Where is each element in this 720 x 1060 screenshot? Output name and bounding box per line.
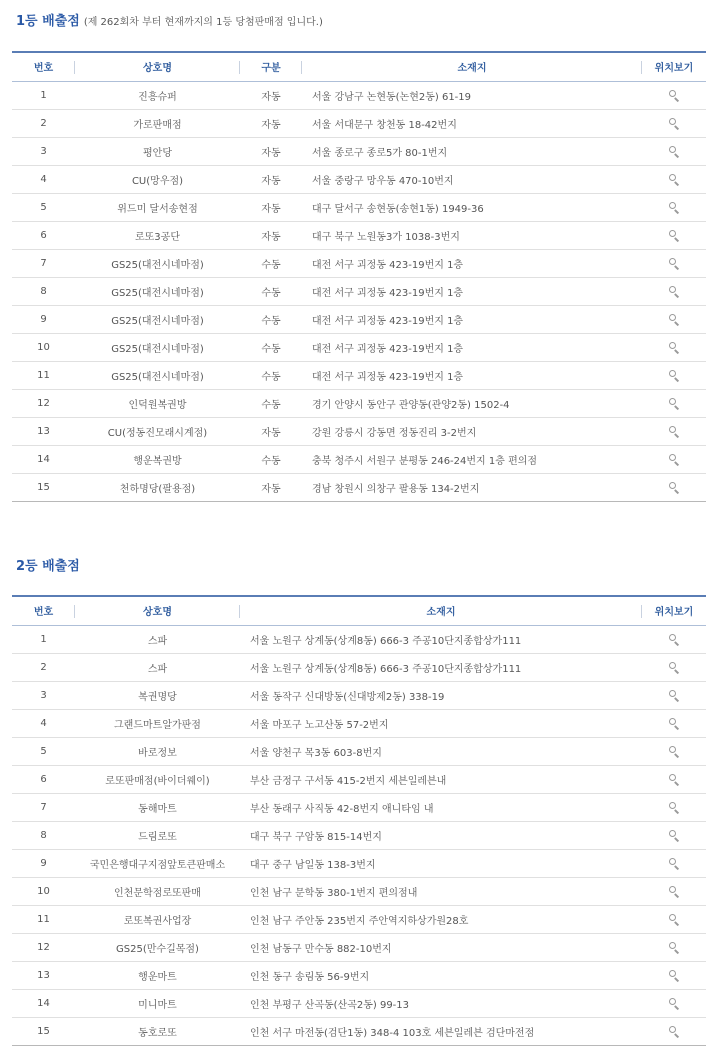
view-location-cell	[642, 905, 706, 933]
magnifier-icon[interactable]	[668, 369, 681, 382]
magnifier-icon[interactable]	[668, 397, 681, 410]
table-row	[12, 165, 706, 193]
magnifier-icon[interactable]	[668, 745, 681, 758]
table-row	[12, 961, 706, 989]
selection-type: 수동	[240, 445, 302, 473]
selection-type: 수동	[240, 333, 302, 361]
selection-type: 자동	[240, 417, 302, 445]
row-number: 14	[12, 989, 75, 1017]
table-row	[12, 361, 706, 389]
table-row	[12, 849, 706, 877]
row-number: 12	[12, 933, 75, 961]
store-address: 서울 강남구 논현동(논현2동) 61-19	[302, 81, 642, 109]
table-row	[12, 821, 706, 849]
store-name: 행운복권방	[75, 445, 240, 473]
row-number: 3	[12, 137, 75, 165]
col-header-address: 소재지	[240, 596, 642, 625]
row-number: 3	[12, 681, 75, 709]
row-number: 4	[12, 709, 75, 737]
magnifier-icon[interactable]	[668, 145, 681, 158]
store-address: 강원 강릉시 강동면 정동진리 3-2번지	[302, 417, 642, 445]
store-name: 로또판매점(바이더웨이)	[75, 765, 240, 793]
selection-type: 수동	[240, 277, 302, 305]
second-prize-section-title	[16, 555, 80, 574]
view-location-cell	[642, 249, 706, 277]
row-number: 8	[12, 277, 75, 305]
selection-type: 자동	[240, 81, 302, 109]
magnifier-icon[interactable]	[668, 913, 681, 926]
view-location-cell	[642, 1017, 706, 1045]
table-row	[12, 333, 706, 361]
store-name: GS25(대전시네마점)	[75, 361, 240, 389]
magnifier-icon[interactable]	[668, 941, 681, 954]
row-number: 5	[12, 737, 75, 765]
view-location-cell	[642, 933, 706, 961]
store-address: 대구 달서구 송현동(송현1동) 1949-36	[302, 193, 642, 221]
store-name: 인덕원복권방	[75, 389, 240, 417]
magnifier-icon[interactable]	[668, 885, 681, 898]
store-name: 평안당	[75, 137, 240, 165]
table-row	[12, 81, 706, 109]
table-row	[12, 737, 706, 765]
store-name: GS25(만수길목점)	[75, 933, 240, 961]
store-address: 서울 중랑구 망우동 470-10번지	[302, 165, 642, 193]
store-address: 대전 서구 괴정동 423-19번지 1층	[302, 305, 642, 333]
table-row	[12, 765, 706, 793]
table-row	[12, 905, 706, 933]
view-location-cell	[642, 389, 706, 417]
table-row	[12, 221, 706, 249]
table-row	[12, 109, 706, 137]
table-row	[12, 445, 706, 473]
store-name: 진흥슈퍼	[75, 81, 240, 109]
table-row	[12, 989, 706, 1017]
view-location-cell	[642, 765, 706, 793]
col-header-address: 소재지	[302, 52, 642, 81]
row-number: 10	[12, 333, 75, 361]
view-location-cell	[642, 849, 706, 877]
selection-type: 자동	[240, 165, 302, 193]
store-name: 행운마트	[75, 961, 240, 989]
store-address: 인천 남동구 만수동 882-10번지	[240, 933, 642, 961]
table-row	[12, 1017, 706, 1045]
row-number: 1	[12, 81, 75, 109]
magnifier-icon[interactable]	[668, 257, 681, 270]
col-header-view-location: 위치보기	[642, 596, 706, 625]
view-location-cell	[642, 81, 706, 109]
magnifier-icon[interactable]	[668, 285, 681, 298]
view-location-cell	[642, 221, 706, 249]
view-location-cell	[642, 877, 706, 905]
selection-type: 자동	[240, 109, 302, 137]
second-prize-store-table	[12, 595, 706, 1046]
magnifier-icon[interactable]	[668, 201, 681, 214]
view-location-cell	[642, 681, 706, 709]
store-address: 대전 서구 괴정동 423-19번지 1층	[302, 333, 642, 361]
col-header-number: 번호	[12, 596, 75, 625]
row-number: 5	[12, 193, 75, 221]
table-row	[12, 877, 706, 905]
table-row	[12, 193, 706, 221]
store-name: 인천문학점로또판매	[75, 877, 240, 905]
table-row	[12, 389, 706, 417]
selection-type: 자동	[240, 193, 302, 221]
row-number: 7	[12, 249, 75, 277]
magnifier-icon[interactable]	[668, 689, 681, 702]
row-number: 2	[12, 653, 75, 681]
table-row	[12, 709, 706, 737]
store-name: 스파	[75, 653, 240, 681]
magnifier-icon[interactable]	[668, 661, 681, 674]
selection-type: 수동	[240, 361, 302, 389]
selection-type: 자동	[240, 137, 302, 165]
store-name: 복권명당	[75, 681, 240, 709]
selection-type: 자동	[240, 473, 302, 501]
store-name: GS25(대전시네마점)	[75, 249, 240, 277]
store-name: 로또복권사업장	[75, 905, 240, 933]
second-prize-title-text: 2등 배출점	[16, 559, 80, 574]
first-prize-store-table	[12, 51, 706, 502]
magnifier-icon[interactable]	[668, 1025, 681, 1038]
store-address: 대전 서구 괴정동 423-19번지 1층	[302, 277, 642, 305]
magnifier-icon[interactable]	[668, 857, 681, 870]
table-header-row	[12, 596, 706, 625]
row-number: 6	[12, 765, 75, 793]
magnifier-icon[interactable]	[668, 313, 681, 326]
view-location-cell	[642, 653, 706, 681]
col-header-type: 구분	[240, 52, 302, 81]
row-number: 15	[12, 473, 75, 501]
view-location-cell	[642, 165, 706, 193]
store-name: 국민은행대구지점앞토큰판매소	[75, 849, 240, 877]
store-address: 인천 남구 문학동 380-1번지 편의점내	[240, 877, 642, 905]
table-header-row	[12, 52, 706, 81]
view-location-cell	[642, 793, 706, 821]
store-name: CU(망우점)	[75, 165, 240, 193]
view-location-cell	[642, 333, 706, 361]
view-location-cell	[642, 361, 706, 389]
store-name: GS25(대전시네마점)	[75, 305, 240, 333]
magnifier-icon[interactable]	[668, 829, 681, 842]
row-number: 10	[12, 877, 75, 905]
store-name: 천하명당(팔용점)	[75, 473, 240, 501]
magnifier-icon[interactable]	[668, 481, 681, 494]
magnifier-icon[interactable]	[668, 773, 681, 786]
view-location-cell	[642, 445, 706, 473]
store-address: 인천 부평구 산곡동(산곡2동) 99-13	[240, 989, 642, 1017]
first-prize-note: (제 262회차 부터 현재까지의 1등 당첨판매점 입니다.)	[83, 17, 323, 28]
row-number: 13	[12, 417, 75, 445]
view-location-cell	[642, 709, 706, 737]
magnifier-icon[interactable]	[668, 117, 681, 130]
store-address: 서울 동작구 신대방동(신대방제2동) 338-19	[240, 681, 642, 709]
table-row	[12, 933, 706, 961]
store-name: CU(정동진모래시계점)	[75, 417, 240, 445]
store-address: 부산 동래구 사직동 42-8번지 애니타임 내	[240, 793, 642, 821]
store-name: 로또3공단	[75, 221, 240, 249]
view-location-cell	[642, 821, 706, 849]
table-row	[12, 137, 706, 165]
store-address: 부산 금정구 구서동 415-2번지 세븐일레븐내	[240, 765, 642, 793]
table-row	[12, 681, 706, 709]
row-number: 2	[12, 109, 75, 137]
magnifier-icon[interactable]	[668, 425, 681, 438]
table-row	[12, 793, 706, 821]
store-address: 서울 마포구 노고산동 57-2번지	[240, 709, 642, 737]
store-address: 대구 북구 구암동 815-14번지	[240, 821, 642, 849]
selection-type: 수동	[240, 389, 302, 417]
store-address: 대전 서구 괴정동 423-19번지 1층	[302, 249, 642, 277]
store-name: 미니마트	[75, 989, 240, 1017]
col-header-store-name: 상호명	[75, 52, 240, 81]
store-address: 경남 창원시 의창구 팔용동 134-2번지	[302, 473, 642, 501]
magnifier-icon[interactable]	[668, 453, 681, 466]
row-number: 9	[12, 305, 75, 333]
magnifier-icon[interactable]	[668, 997, 681, 1010]
table-row	[12, 653, 706, 681]
view-location-cell	[642, 961, 706, 989]
store-address: 충북 청주시 서원구 분평동 246-24번지 1층 편의점	[302, 445, 642, 473]
store-address: 서울 양천구 목3동 603-8번지	[240, 737, 642, 765]
first-prize-section-title	[16, 10, 323, 29]
row-number: 9	[12, 849, 75, 877]
view-location-cell	[642, 193, 706, 221]
view-location-cell	[642, 737, 706, 765]
magnifier-icon[interactable]	[668, 341, 681, 354]
store-name: 드림로또	[75, 821, 240, 849]
store-name: 바로정보	[75, 737, 240, 765]
row-number: 13	[12, 961, 75, 989]
store-name: 동해마트	[75, 793, 240, 821]
col-header-view-location: 위치보기	[642, 52, 706, 81]
store-address: 인천 서구 마전동(검단1동) 348-4 103호 세븐일레븐 검단마전점	[240, 1017, 642, 1045]
view-location-cell	[642, 625, 706, 653]
row-number: 8	[12, 821, 75, 849]
store-name: GS25(대전시네마점)	[75, 277, 240, 305]
selection-type: 수동	[240, 305, 302, 333]
store-address: 서울 서대문구 창천동 18-42번지	[302, 109, 642, 137]
magnifier-icon[interactable]	[668, 969, 681, 982]
table-row	[12, 417, 706, 445]
store-name: GS25(대전시네마점)	[75, 333, 240, 361]
store-name: 동호로또	[75, 1017, 240, 1045]
col-header-number: 번호	[12, 52, 75, 81]
store-address: 대구 중구 남일동 138-3번지	[240, 849, 642, 877]
view-location-cell	[642, 473, 706, 501]
row-number: 15	[12, 1017, 75, 1045]
row-number: 7	[12, 793, 75, 821]
magnifier-icon[interactable]	[668, 173, 681, 186]
magnifier-icon[interactable]	[668, 717, 681, 730]
view-location-cell	[642, 137, 706, 165]
row-number: 4	[12, 165, 75, 193]
store-address: 서울 종로구 종로5가 80-1번지	[302, 137, 642, 165]
view-location-cell	[642, 417, 706, 445]
col-header-store-name: 상호명	[75, 596, 240, 625]
store-name: 스파	[75, 625, 240, 653]
row-number: 14	[12, 445, 75, 473]
store-address: 서울 노원구 상계동(상계8동) 666-3 주공10단지종합상가111	[240, 625, 642, 653]
table-row	[12, 249, 706, 277]
table-row	[12, 277, 706, 305]
store-address: 인천 동구 송림동 56-9번지	[240, 961, 642, 989]
view-location-cell	[642, 989, 706, 1017]
row-number: 12	[12, 389, 75, 417]
magnifier-icon[interactable]	[668, 633, 681, 646]
view-location-cell	[642, 277, 706, 305]
selection-type: 자동	[240, 221, 302, 249]
view-location-cell	[642, 109, 706, 137]
view-location-cell	[642, 305, 706, 333]
store-address: 대전 서구 괴정동 423-19번지 1층	[302, 361, 642, 389]
selection-type: 수동	[240, 249, 302, 277]
store-name: 가로판매점	[75, 109, 240, 137]
magnifier-icon[interactable]	[668, 801, 681, 814]
store-name: 그랜드마트알가판점	[75, 709, 240, 737]
table-row	[12, 305, 706, 333]
first-prize-title-text: 1등 배출점	[16, 14, 80, 29]
store-address: 대구 북구 노원동3가 1038-3번지	[302, 221, 642, 249]
table-row	[12, 625, 706, 653]
magnifier-icon[interactable]	[668, 229, 681, 242]
store-address: 인천 남구 주안동 235번지 주안역지하상가원28호	[240, 905, 642, 933]
table-row	[12, 473, 706, 501]
store-address: 서울 노원구 상계동(상계8동) 666-3 주공10단지종합상가111	[240, 653, 642, 681]
row-number: 6	[12, 221, 75, 249]
magnifier-icon[interactable]	[668, 89, 681, 102]
store-name: 위드미 달서송현점	[75, 193, 240, 221]
row-number: 11	[12, 905, 75, 933]
store-address: 경기 안양시 동안구 관양동(관양2동) 1502-4	[302, 389, 642, 417]
row-number: 1	[12, 625, 75, 653]
row-number: 11	[12, 361, 75, 389]
